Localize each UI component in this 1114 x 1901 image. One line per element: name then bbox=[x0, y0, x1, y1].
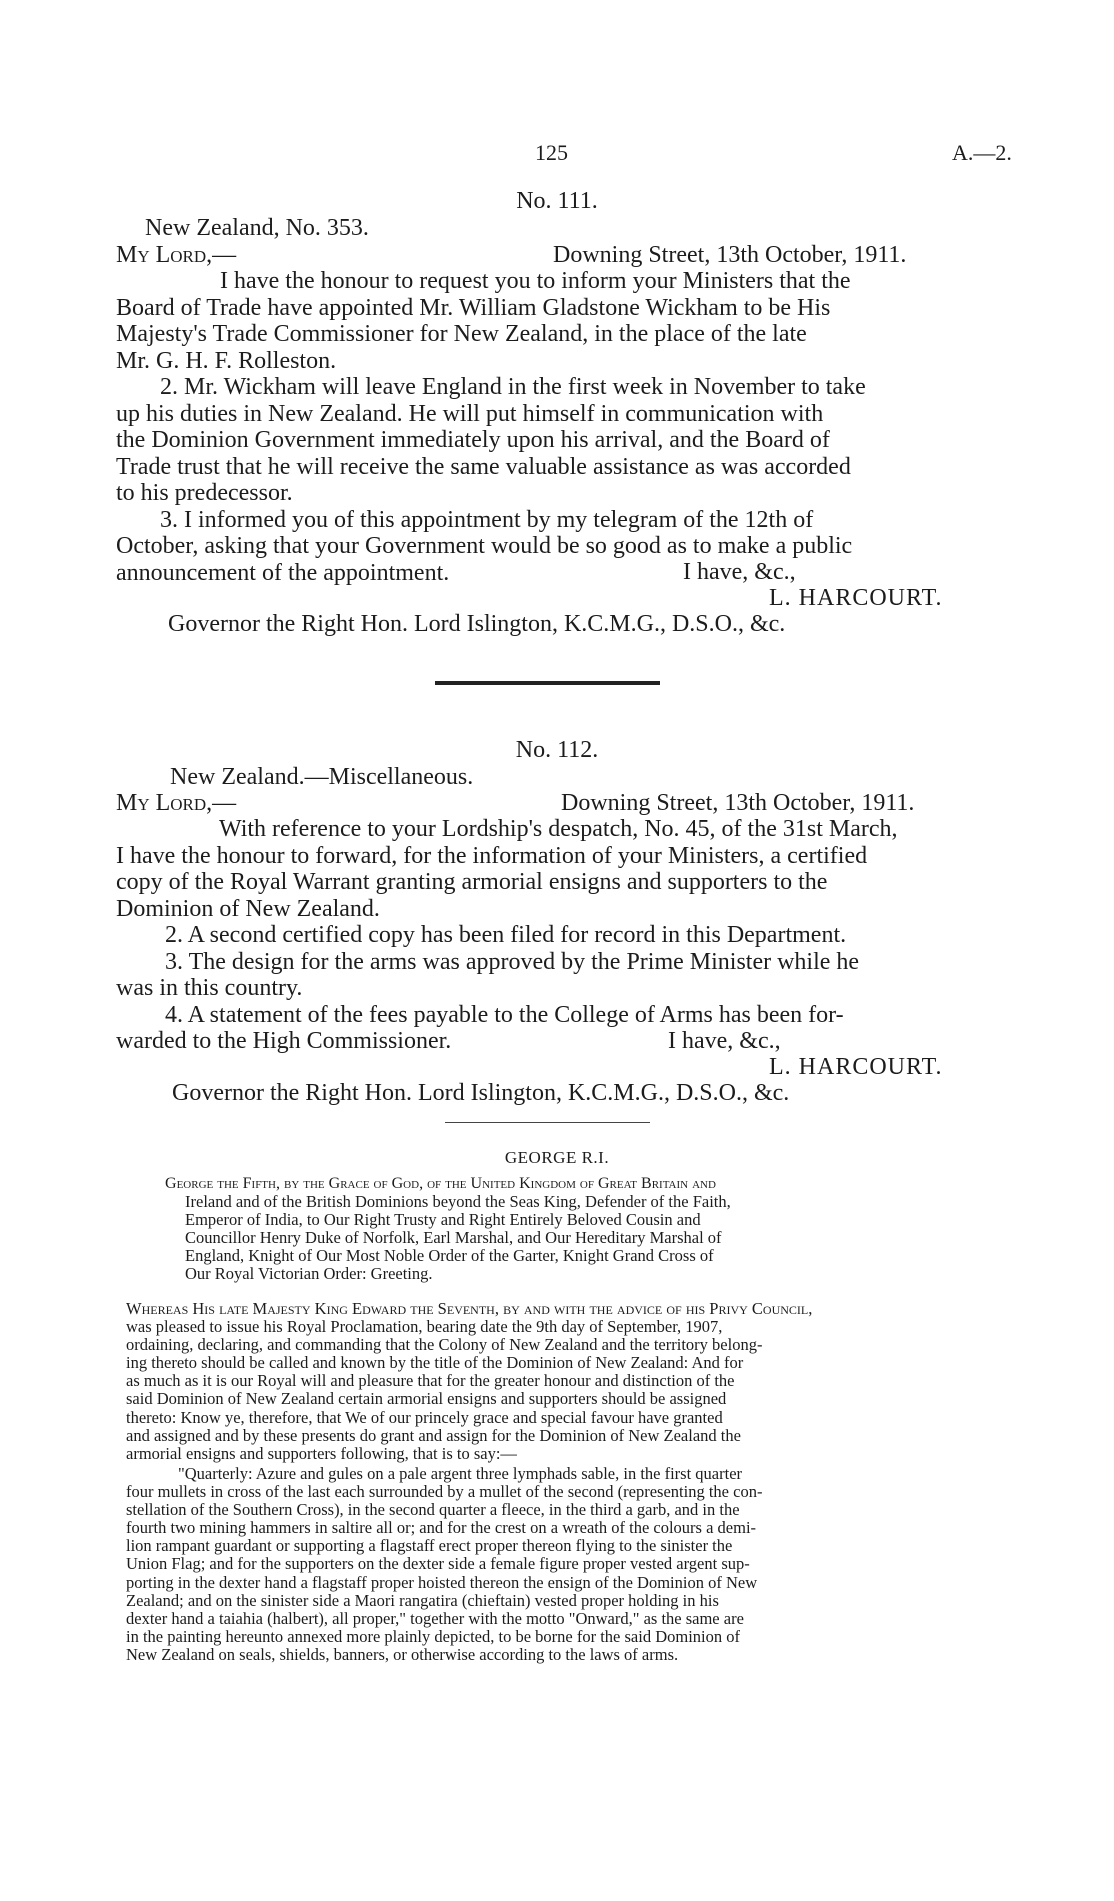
whereas-line: thereto: Know ye, therefore, that We of our princely grace and special favour have granted bbox=[126, 1407, 723, 1427]
letter-112-salutation: My Lord,— bbox=[116, 790, 237, 816]
body-line: 2. Mr. Wickham will leave England in the first week in November to take bbox=[160, 374, 866, 400]
body-line: Dominion of New Zealand. bbox=[116, 895, 380, 922]
whereas-line: Whereas His late Majesty King Edward the Seventh, by and with the advice of his Privy Council, bbox=[126, 1299, 813, 1318]
warrant-blazon bbox=[126, 1465, 1017, 1664]
blazon-line: "Quarterly: Azure and gules on a pale argent three lymphads sable, in the first quarter bbox=[178, 1464, 743, 1483]
whereas-line: armorial ensigns and supporters following, that is to say:— bbox=[126, 1443, 517, 1463]
body-line: Trade trust that he will receive the same valuable assistance as was accorded bbox=[116, 453, 851, 480]
body-line: I have the honour to forward, for the information of your Ministers, a certified bbox=[116, 842, 868, 869]
blazon-line: lion rampant guardant or supporting a flagstaff erect proper thereon flying to the sinister the bbox=[126, 1536, 733, 1556]
blazon-line: Zealand; and on the sinister side a Maori rangatira (chieftain) vested proper holding in his bbox=[126, 1590, 719, 1610]
letter-111-salutation: My Lord,— bbox=[116, 242, 237, 268]
letter-112-heading: New Zealand.—Miscellaneous. bbox=[170, 764, 474, 790]
preamble-line: George the Fifth, by the Grace of God, of the United Kingdom of Great Britain and bbox=[165, 1175, 716, 1192]
whereas-line: said Dominion of New Zealand certain armorial ensigns and supporters should be assigned bbox=[126, 1389, 727, 1409]
blazon-line: four mullets in cross of the last each surrounded by a mullet of the second (representing the con- bbox=[126, 1482, 763, 1502]
preamble-line: Our Royal Victorian Order: Greeting. bbox=[185, 1264, 433, 1284]
letter-111-addressee: Governor the Right Hon. Lord Islington, K.C.M.G., D.S.O., &c. bbox=[168, 611, 786, 637]
section-divider bbox=[445, 1122, 650, 1123]
body-line: October, asking that your Government would be so good as to make a public bbox=[116, 533, 853, 559]
letter-111-heading: New Zealand, No. 353. bbox=[145, 215, 369, 241]
whereas-line: and assigned and by these presents do grant and assign for the Dominion of New Zealand the bbox=[126, 1425, 741, 1445]
blazon-line: in the painting hereunto annexed more plainly depicted, to be borne for the said Dominion of bbox=[126, 1626, 740, 1646]
letter-112-dateline: Downing Street, 13th October, 1911. bbox=[561, 790, 915, 816]
parliamentary-paper-reference: A.—2. bbox=[952, 140, 1012, 165]
letter-112-signature: L. HARCOURT. bbox=[769, 1054, 943, 1080]
body-line: I have the honour to request you to inform your Ministers that the bbox=[220, 268, 851, 294]
blazon-line: Union Flag; and for the supporters on the dexter side a female figure proper vested argent sup- bbox=[126, 1554, 750, 1574]
preamble-line: Ireland and of the British Dominions beyond the Seas King, Defender of the Faith, bbox=[185, 1192, 731, 1212]
whereas-line: ordaining, declaring, and commanding that the Colony of New Zealand and the territory belong- bbox=[126, 1335, 763, 1355]
body-line: the Dominion Government immediately upon his arrival, and the Board of bbox=[116, 427, 830, 453]
whereas-line: was pleased to issue his Royal Proclamation, bearing date the 9th day of September, 1907, bbox=[126, 1317, 723, 1337]
body-line: Board of Trade have appointed Mr. William Gladstone Wickham to be His bbox=[116, 294, 831, 321]
letter-111-number: No. 111. bbox=[516, 188, 598, 214]
whereas-line: ing thereto should be called and known by the title of the Dominion of New Zealand: And for bbox=[126, 1353, 744, 1373]
blazon-line: fourth two mining hammers in saltire all or; and for the crest on a wreath of the colours a demi- bbox=[126, 1518, 757, 1538]
body-line: With reference to your Lordship's despatch, No. 45, of the 31st March, bbox=[219, 816, 898, 842]
letter-111-body bbox=[116, 268, 1013, 586]
body-line: Majesty's Trade Commissioner for New Zealand, in the place of the late bbox=[116, 321, 807, 347]
preamble-line: Emperor of India, to Our Right Trusty and Right Entirely Beloved Cousin and bbox=[185, 1210, 701, 1230]
letter-111-closing: I have, &c., bbox=[683, 559, 796, 585]
letter-111-dateline: Downing Street, 13th October, 1911. bbox=[553, 242, 907, 268]
warrant-whereas bbox=[126, 1300, 1017, 1463]
blazon-line: New Zealand on seals, shields, banners, or otherwise according to the laws of arms. bbox=[126, 1644, 679, 1664]
body-line: up his duties in New Zealand. He will put himself in communication with bbox=[116, 400, 824, 427]
body-line: 2. A second certified copy has been filed for record in this Department. bbox=[165, 922, 847, 948]
body-line: announcement of the appointment. bbox=[116, 559, 450, 586]
body-line: copy of the Royal Warrant granting armorial ensigns and supporters to the bbox=[116, 869, 828, 895]
blazon-line: dexter hand a taiahia (halbert), all proper," together with the motto "Onward," as the same are bbox=[126, 1608, 744, 1628]
body-line: was in this country. bbox=[116, 975, 303, 1001]
whereas-line: as much as it is our Royal will and pleasure that for the greater honour and distinction of the bbox=[126, 1371, 735, 1391]
letter-112-closing: I have, &c., bbox=[668, 1028, 781, 1054]
letter-111-signature: L. HARCOURT. bbox=[769, 585, 943, 611]
body-line: 3. I informed you of this appointment by my telegram of the 12th of bbox=[160, 506, 814, 533]
body-line: 3. The design for the arms was approved by the Prime Minister while he bbox=[165, 948, 860, 975]
section-divider bbox=[435, 681, 660, 685]
letter-112-number: No. 112. bbox=[515, 737, 599, 763]
preamble-line: England, Knight of Our Most Noble Order of the Garter, Knight Grand Cross of bbox=[185, 1246, 714, 1266]
body-line: 4. A statement of the fees payable to the College of Arms has been for- bbox=[165, 1001, 844, 1028]
letter-112-body bbox=[116, 816, 1013, 1055]
body-line: warded to the High Commissioner. bbox=[116, 1028, 452, 1054]
warrant-preamble bbox=[165, 1175, 1017, 1284]
letter-112-addressee: Governor the Right Hon. Lord Islington, K.C.M.G., D.S.O., &c. bbox=[172, 1080, 790, 1106]
blazon-line: porting in the dexter hand a flagstaff proper hoisted thereon the ensign of the Dominion of New bbox=[126, 1572, 758, 1592]
blazon-line: stellation of the Southern Cross), in the second quarter a fleece, in the third a garb, and in the bbox=[126, 1500, 740, 1520]
body-line: Mr. G. H. F. Rolleston. bbox=[116, 347, 337, 374]
preamble-line: Councillor Henry Duke of Norfolk, Earl Marshal, and Our Hereditary Marshal of bbox=[185, 1228, 722, 1248]
body-line: to his predecessor. bbox=[116, 480, 293, 506]
page-number: 125 bbox=[535, 140, 568, 165]
warrant-title: GEORGE R.I. bbox=[504, 1148, 610, 1167]
